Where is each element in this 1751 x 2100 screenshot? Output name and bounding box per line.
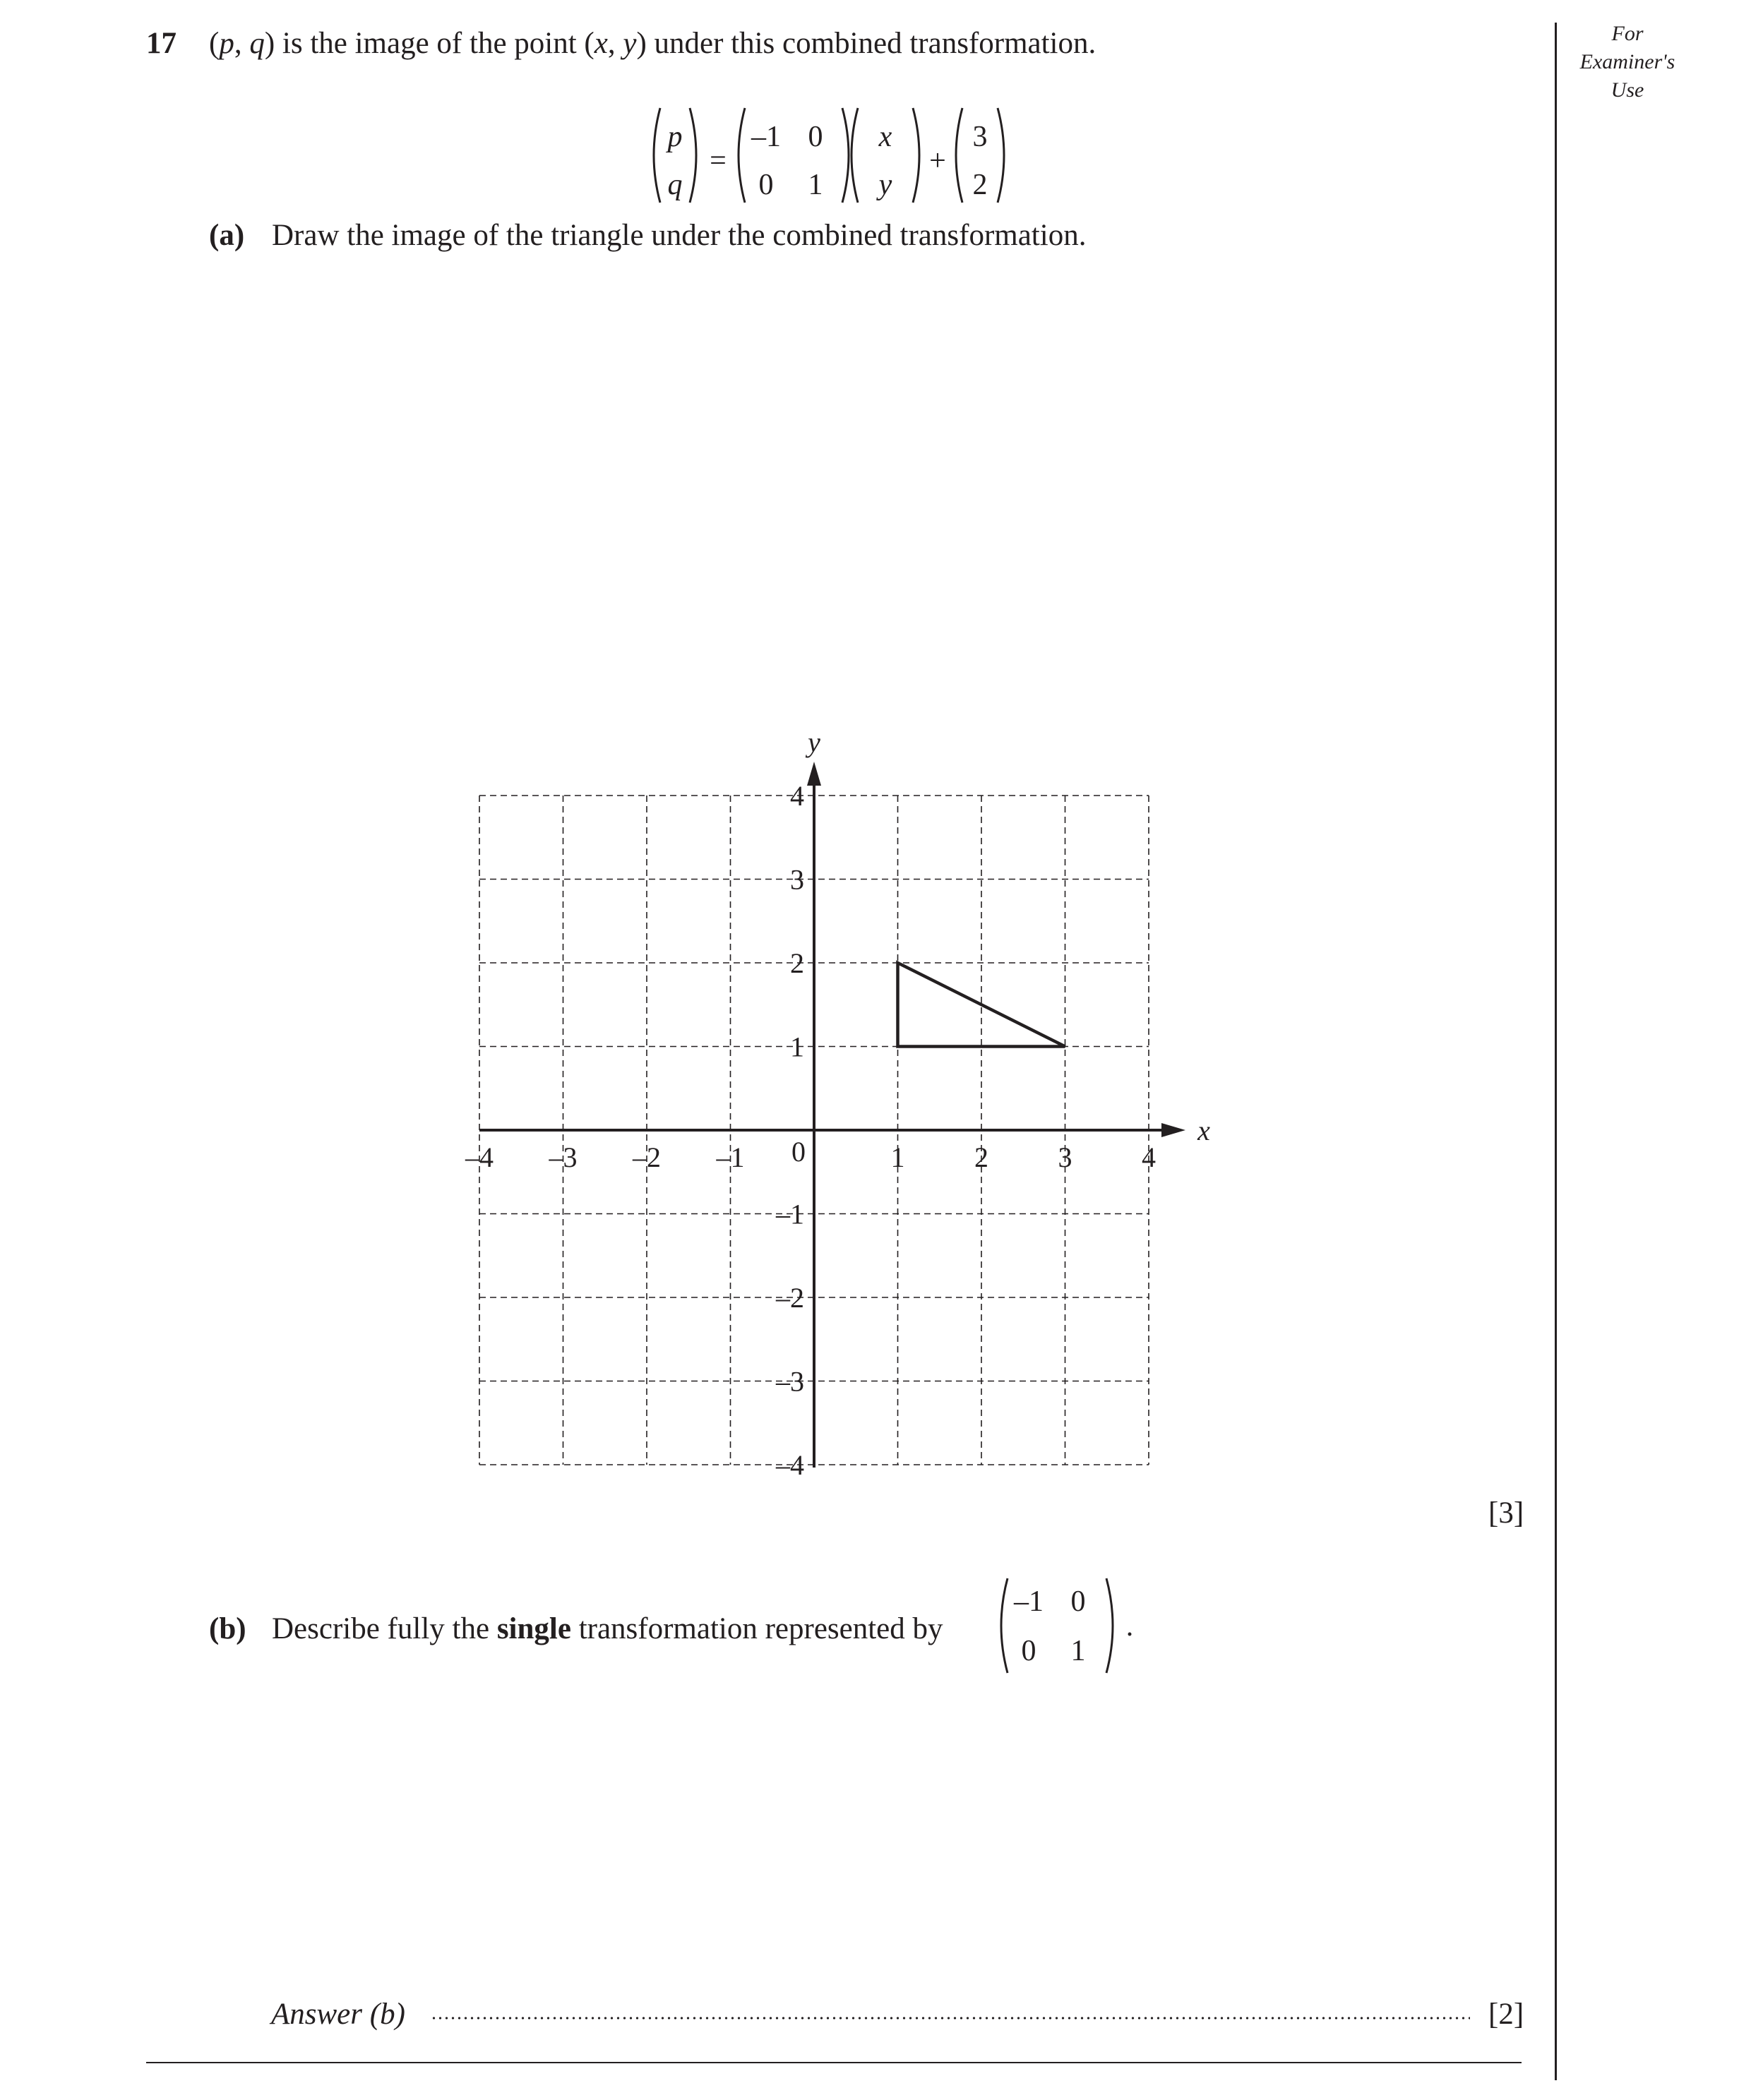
matrix-a11: –1: [751, 121, 781, 153]
part-b-text: [272, 1614, 943, 1644]
examiner-use-label: [1557, 20, 1698, 104]
examiner-line-3: Use: [1610, 78, 1644, 102]
part-a-marks: [3]: [1488, 1496, 1524, 1530]
x-tick-label: 4: [1142, 1141, 1156, 1173]
x-tick-label: –2: [633, 1141, 661, 1173]
y-axis-arrowhead: [807, 762, 821, 786]
part-b-matrix-a11: –1: [1014, 1585, 1044, 1618]
examiner-line-2: Examiner's: [1579, 50, 1675, 73]
transformation-equation: [646, 102, 1027, 208]
part-b-label: (b): [209, 1612, 246, 1645]
axes: [479, 762, 1185, 1468]
y-tick-label: –4: [776, 1449, 804, 1481]
equals-sign: =: [710, 145, 727, 177]
y-tick-label: 2: [790, 947, 804, 979]
y-axis-label: y: [808, 726, 820, 758]
intro-comma-1: ,: [234, 27, 250, 60]
translation-y: 2: [972, 169, 988, 201]
x-tick-label: –3: [549, 1141, 578, 1173]
vector-y: y: [878, 169, 892, 201]
y-tick-label: 3: [790, 863, 804, 896]
intro-p: p: [219, 27, 234, 60]
y-tick-label: –1: [776, 1198, 804, 1230]
part-b-matrix-a22: 1: [1070, 1635, 1086, 1667]
matrix-a21: 0: [758, 169, 774, 201]
y-tick-label: 1: [790, 1031, 804, 1063]
part-b-marks: [2]: [1488, 1998, 1524, 2031]
intro-x: x: [594, 27, 608, 60]
answer-b-line[interactable]: [431, 2016, 1470, 2020]
page-bottom-rule: [146, 2062, 1522, 2063]
coordinate-grid[interactable]: [424, 713, 1236, 1489]
part-b-matrix-a12: 0: [1070, 1585, 1086, 1618]
x-tick-label: –1: [716, 1141, 745, 1173]
intro-comma-2: ,: [607, 27, 623, 60]
part-b-text-bold: single: [496, 1612, 571, 1645]
question-number: 17: [146, 27, 177, 60]
x-axis-arrowhead: [1161, 1123, 1185, 1137]
translation-x: 3: [972, 121, 988, 153]
part-b-period: .: [1125, 1610, 1134, 1643]
lhs-p: p: [667, 121, 683, 153]
examiner-line-1: For: [1611, 22, 1644, 45]
x-tick-label: 1: [890, 1141, 905, 1173]
x-tick-label: –4: [465, 1141, 494, 1173]
origin-label: 0: [791, 1136, 806, 1168]
part-b-text-before: Describe fully the: [272, 1612, 497, 1645]
intro-suffix: ) under this combined transformation.: [636, 27, 1096, 60]
plus-sign: +: [929, 145, 946, 177]
matrix-a12: 0: [808, 121, 823, 153]
y-tick-label: 4: [790, 780, 804, 812]
examiner-margin-line: [1555, 23, 1557, 2080]
intro-q: q: [249, 27, 265, 60]
intro-y: y: [623, 27, 637, 60]
lhs-q: q: [667, 169, 683, 201]
matrix-a22: 1: [808, 169, 823, 201]
part-a-text: Draw the image of the triangle under the combined transformation.: [272, 219, 1087, 252]
intro-prefix: (: [209, 27, 220, 60]
part-b-matrix-a21: 0: [1021, 1635, 1036, 1667]
intro-mid: ) is the image of the point (: [264, 27, 594, 60]
x-tick-label: 3: [1058, 1141, 1072, 1173]
x-tick-label: 2: [974, 1141, 988, 1173]
y-tick-label: –3: [776, 1365, 804, 1398]
answer-b-label: Answer (b): [271, 1998, 405, 2031]
vector-x: x: [878, 121, 892, 153]
tick-labels: [465, 726, 1210, 1481]
question-intro: [209, 28, 1096, 59]
x-axis-label: x: [1197, 1115, 1210, 1146]
part-b-matrix: [992, 1573, 1147, 1679]
part-b-text-after: transformation represented by: [570, 1612, 943, 1645]
part-a-label: (a): [209, 219, 245, 252]
y-tick-label: –2: [776, 1282, 804, 1314]
